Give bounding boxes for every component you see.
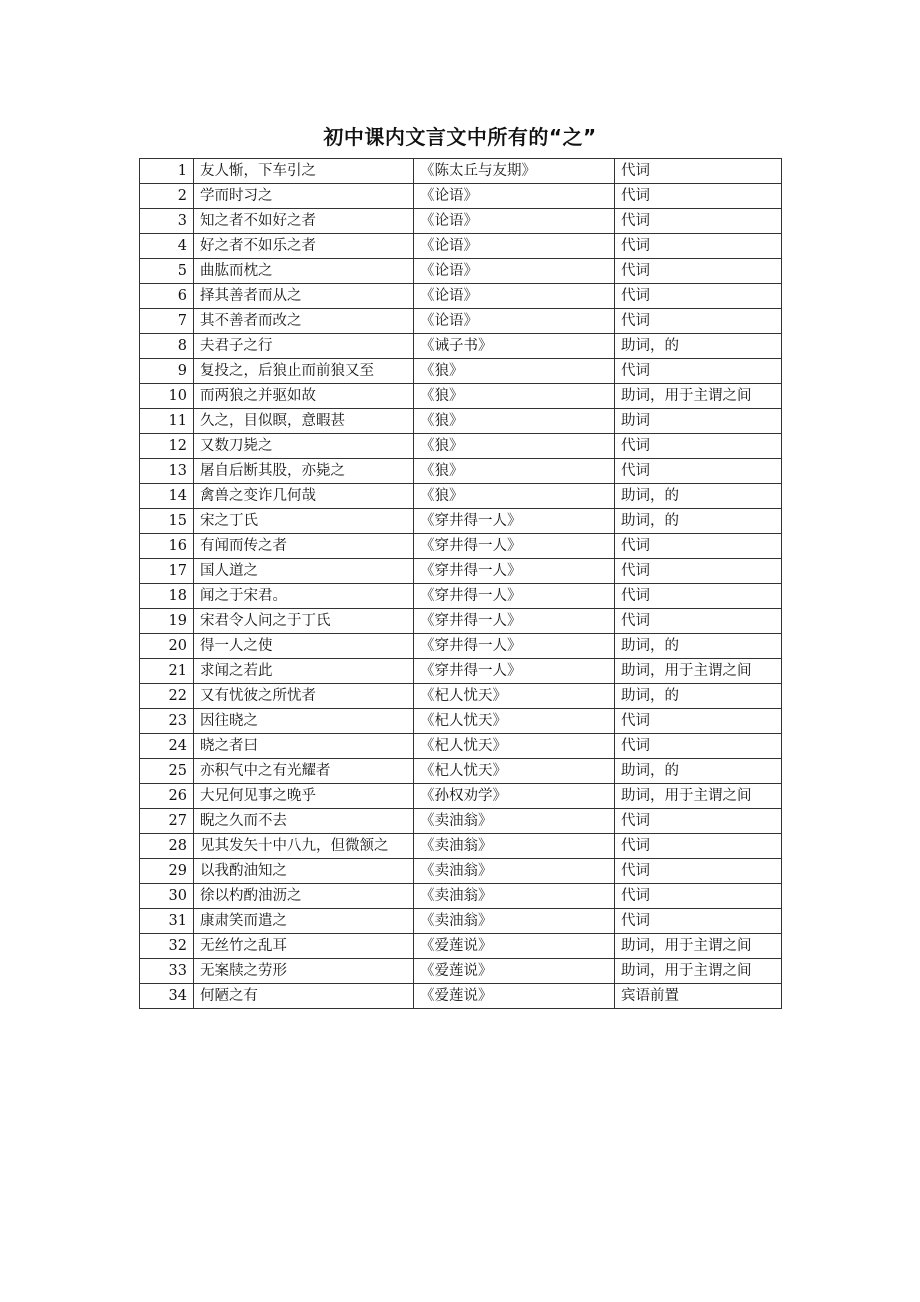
source-cell: 《卖油翁》 bbox=[414, 809, 615, 834]
row-number: 25 bbox=[140, 759, 194, 784]
table-row bbox=[140, 309, 782, 334]
usage-cell: 代词 bbox=[615, 209, 782, 234]
row-number: 34 bbox=[140, 984, 194, 1009]
usage-cell: 助词，的 bbox=[615, 759, 782, 784]
source-cell: 《论语》 bbox=[414, 284, 615, 309]
sentence-cell: 何陋之有 bbox=[194, 984, 414, 1009]
table-row bbox=[140, 759, 782, 784]
row-number: 24 bbox=[140, 734, 194, 759]
table-row bbox=[140, 834, 782, 859]
table-row bbox=[140, 359, 782, 384]
row-number: 9 bbox=[140, 359, 194, 384]
sentence-cell: 无案牍之劳形 bbox=[194, 959, 414, 984]
usage-cell: 代词 bbox=[615, 809, 782, 834]
sentence-cell: 而两狼之并驱如故 bbox=[194, 384, 414, 409]
source-cell: 《杞人忧天》 bbox=[414, 734, 615, 759]
sentence-cell: 晓之者曰 bbox=[194, 734, 414, 759]
table-row bbox=[140, 159, 782, 184]
sentence-cell: 闻之于宋君。 bbox=[194, 584, 414, 609]
table-row bbox=[140, 334, 782, 359]
table-row bbox=[140, 559, 782, 584]
row-number: 23 bbox=[140, 709, 194, 734]
usage-cell: 宾语前置 bbox=[615, 984, 782, 1009]
table-row bbox=[140, 284, 782, 309]
row-number: 17 bbox=[140, 559, 194, 584]
usage-cell: 代词 bbox=[615, 259, 782, 284]
row-number: 14 bbox=[140, 484, 194, 509]
table-row bbox=[140, 859, 782, 884]
usage-cell: 代词 bbox=[615, 434, 782, 459]
table-row bbox=[140, 234, 782, 259]
source-cell: 《穿井得一人》 bbox=[414, 634, 615, 659]
row-number: 20 bbox=[140, 634, 194, 659]
source-cell: 《孙权劝学》 bbox=[414, 784, 615, 809]
row-number: 29 bbox=[140, 859, 194, 884]
table-row bbox=[140, 259, 782, 284]
usage-cell: 助词，用于主谓之间 bbox=[615, 659, 782, 684]
source-cell: 《爱莲说》 bbox=[414, 984, 615, 1009]
usage-cell: 代词 bbox=[615, 309, 782, 334]
source-cell: 《论语》 bbox=[414, 209, 615, 234]
source-cell: 《杞人忧天》 bbox=[414, 684, 615, 709]
usage-cell: 助词，的 bbox=[615, 684, 782, 709]
table-row bbox=[140, 884, 782, 909]
row-number: 22 bbox=[140, 684, 194, 709]
sentence-cell: 睨之久而不去 bbox=[194, 809, 414, 834]
table-row bbox=[140, 984, 782, 1009]
usage-cell: 代词 bbox=[615, 909, 782, 934]
sentence-cell: 大兄何见事之晚乎 bbox=[194, 784, 414, 809]
sentence-cell: 亦积气中之有光耀者 bbox=[194, 759, 414, 784]
row-number: 6 bbox=[140, 284, 194, 309]
usage-cell: 助词，用于主谓之间 bbox=[615, 959, 782, 984]
usage-cell: 代词 bbox=[615, 734, 782, 759]
table-row bbox=[140, 909, 782, 934]
table-row bbox=[140, 584, 782, 609]
source-cell: 《爱莲说》 bbox=[414, 934, 615, 959]
table-row bbox=[140, 959, 782, 984]
table-row bbox=[140, 209, 782, 234]
row-number: 3 bbox=[140, 209, 194, 234]
table-row bbox=[140, 384, 782, 409]
page-title: 初中课内文言文中所有的“之” bbox=[323, 125, 597, 149]
source-cell: 《穿井得一人》 bbox=[414, 559, 615, 584]
row-number: 28 bbox=[140, 834, 194, 859]
sentence-cell: 又数刀毙之 bbox=[194, 434, 414, 459]
sentence-cell: 知之者不如好之者 bbox=[194, 209, 414, 234]
row-number: 11 bbox=[140, 409, 194, 434]
usage-cell: 助词，的 bbox=[615, 509, 782, 534]
row-number: 31 bbox=[140, 909, 194, 934]
sentence-cell: 见其发矢十中八九，但微颔之 bbox=[194, 834, 414, 859]
source-cell: 《狼》 bbox=[414, 434, 615, 459]
table-row bbox=[140, 709, 782, 734]
usage-cell: 代词 bbox=[615, 184, 782, 209]
sentence-cell: 有闻而传之者 bbox=[194, 534, 414, 559]
usage-cell: 助词，的 bbox=[615, 634, 782, 659]
row-number: 15 bbox=[140, 509, 194, 534]
source-cell: 《卖油翁》 bbox=[414, 834, 615, 859]
zhi-usage-table bbox=[139, 158, 782, 1009]
sentence-cell: 屠自后断其股，亦毙之 bbox=[194, 459, 414, 484]
source-cell: 《狼》 bbox=[414, 359, 615, 384]
sentence-cell: 无丝竹之乱耳 bbox=[194, 934, 414, 959]
table-row bbox=[140, 659, 782, 684]
source-cell: 《穿井得一人》 bbox=[414, 609, 615, 634]
source-cell: 《狼》 bbox=[414, 459, 615, 484]
row-number: 26 bbox=[140, 784, 194, 809]
sentence-cell: 学而时习之 bbox=[194, 184, 414, 209]
row-number: 33 bbox=[140, 959, 194, 984]
source-cell: 《论语》 bbox=[414, 234, 615, 259]
row-number: 8 bbox=[140, 334, 194, 359]
table-row bbox=[140, 634, 782, 659]
row-number: 7 bbox=[140, 309, 194, 334]
sentence-cell: 好之者不如乐之者 bbox=[194, 234, 414, 259]
table-row bbox=[140, 784, 782, 809]
sentence-cell: 曲肱而枕之 bbox=[194, 259, 414, 284]
usage-cell: 代词 bbox=[615, 159, 782, 184]
sentence-cell: 久之，目似瞑，意暇甚 bbox=[194, 409, 414, 434]
sentence-cell: 又有忧彼之所忧者 bbox=[194, 684, 414, 709]
sentence-cell: 禽兽之变诈几何哉 bbox=[194, 484, 414, 509]
source-cell: 《穿井得一人》 bbox=[414, 534, 615, 559]
sentence-cell: 以我酌油知之 bbox=[194, 859, 414, 884]
usage-cell: 助词，用于主谓之间 bbox=[615, 934, 782, 959]
table-row bbox=[140, 809, 782, 834]
table-row bbox=[140, 934, 782, 959]
sentence-cell: 国人道之 bbox=[194, 559, 414, 584]
sentence-cell: 因往晓之 bbox=[194, 709, 414, 734]
sentence-cell: 其不善者而改之 bbox=[194, 309, 414, 334]
usage-cell: 代词 bbox=[615, 284, 782, 309]
sentence-cell: 得一人之使 bbox=[194, 634, 414, 659]
usage-cell: 助词，用于主谓之间 bbox=[615, 384, 782, 409]
usage-cell: 代词 bbox=[615, 459, 782, 484]
usage-cell: 代词 bbox=[615, 859, 782, 884]
table-row bbox=[140, 734, 782, 759]
usage-cell: 助词，的 bbox=[615, 334, 782, 359]
sentence-cell: 友人惭，下车引之 bbox=[194, 159, 414, 184]
source-cell: 《穿井得一人》 bbox=[414, 509, 615, 534]
table-row bbox=[140, 459, 782, 484]
usage-cell: 助词，的 bbox=[615, 484, 782, 509]
sentence-cell: 宋君令人问之于丁氏 bbox=[194, 609, 414, 634]
source-cell: 《论语》 bbox=[414, 309, 615, 334]
usage-cell: 代词 bbox=[615, 559, 782, 584]
sentence-cell: 夫君子之行 bbox=[194, 334, 414, 359]
source-cell: 《卖油翁》 bbox=[414, 909, 615, 934]
table-row bbox=[140, 434, 782, 459]
source-cell: 《卖油翁》 bbox=[414, 884, 615, 909]
row-number: 1 bbox=[140, 159, 194, 184]
source-cell: 《狼》 bbox=[414, 409, 615, 434]
row-number: 30 bbox=[140, 884, 194, 909]
source-cell: 《诫子书》 bbox=[414, 334, 615, 359]
row-number: 10 bbox=[140, 384, 194, 409]
source-cell: 《杞人忧天》 bbox=[414, 759, 615, 784]
usage-cell: 代词 bbox=[615, 884, 782, 909]
sentence-cell: 康肃笑而遣之 bbox=[194, 909, 414, 934]
row-number: 12 bbox=[140, 434, 194, 459]
row-number: 27 bbox=[140, 809, 194, 834]
table-row bbox=[140, 684, 782, 709]
table-row bbox=[140, 184, 782, 209]
source-cell: 《狼》 bbox=[414, 484, 615, 509]
row-number: 4 bbox=[140, 234, 194, 259]
usage-cell: 代词 bbox=[615, 359, 782, 384]
row-number: 16 bbox=[140, 534, 194, 559]
usage-cell: 代词 bbox=[615, 584, 782, 609]
source-cell: 《陈太丘与友期》 bbox=[414, 159, 615, 184]
row-number: 18 bbox=[140, 584, 194, 609]
source-cell: 《卖油翁》 bbox=[414, 859, 615, 884]
table-row bbox=[140, 409, 782, 434]
row-number: 2 bbox=[140, 184, 194, 209]
row-number: 21 bbox=[140, 659, 194, 684]
sentence-cell: 复投之，后狼止而前狼又至 bbox=[194, 359, 414, 384]
row-number: 19 bbox=[140, 609, 194, 634]
source-cell: 《狼》 bbox=[414, 384, 615, 409]
usage-cell: 代词 bbox=[615, 834, 782, 859]
source-cell: 《爱莲说》 bbox=[414, 959, 615, 984]
source-cell: 《穿井得一人》 bbox=[414, 659, 615, 684]
sentence-cell: 求闻之若此 bbox=[194, 659, 414, 684]
usage-cell: 代词 bbox=[615, 534, 782, 559]
table-row bbox=[140, 534, 782, 559]
row-number: 32 bbox=[140, 934, 194, 959]
usage-cell: 助词，用于主谓之间 bbox=[615, 784, 782, 809]
source-cell: 《论语》 bbox=[414, 259, 615, 284]
source-cell: 《杞人忧天》 bbox=[414, 709, 615, 734]
row-number: 5 bbox=[140, 259, 194, 284]
sentence-cell: 择其善者而从之 bbox=[194, 284, 414, 309]
usage-cell: 代词 bbox=[615, 234, 782, 259]
usage-cell: 代词 bbox=[615, 609, 782, 634]
usage-cell: 助词 bbox=[615, 409, 782, 434]
table-row bbox=[140, 484, 782, 509]
sentence-cell: 徐以杓酌油沥之 bbox=[194, 884, 414, 909]
table-row bbox=[140, 509, 782, 534]
source-cell: 《论语》 bbox=[414, 184, 615, 209]
usage-cell: 代词 bbox=[615, 709, 782, 734]
table-row bbox=[140, 609, 782, 634]
row-number: 13 bbox=[140, 459, 194, 484]
source-cell: 《穿井得一人》 bbox=[414, 584, 615, 609]
sentence-cell: 宋之丁氏 bbox=[194, 509, 414, 534]
